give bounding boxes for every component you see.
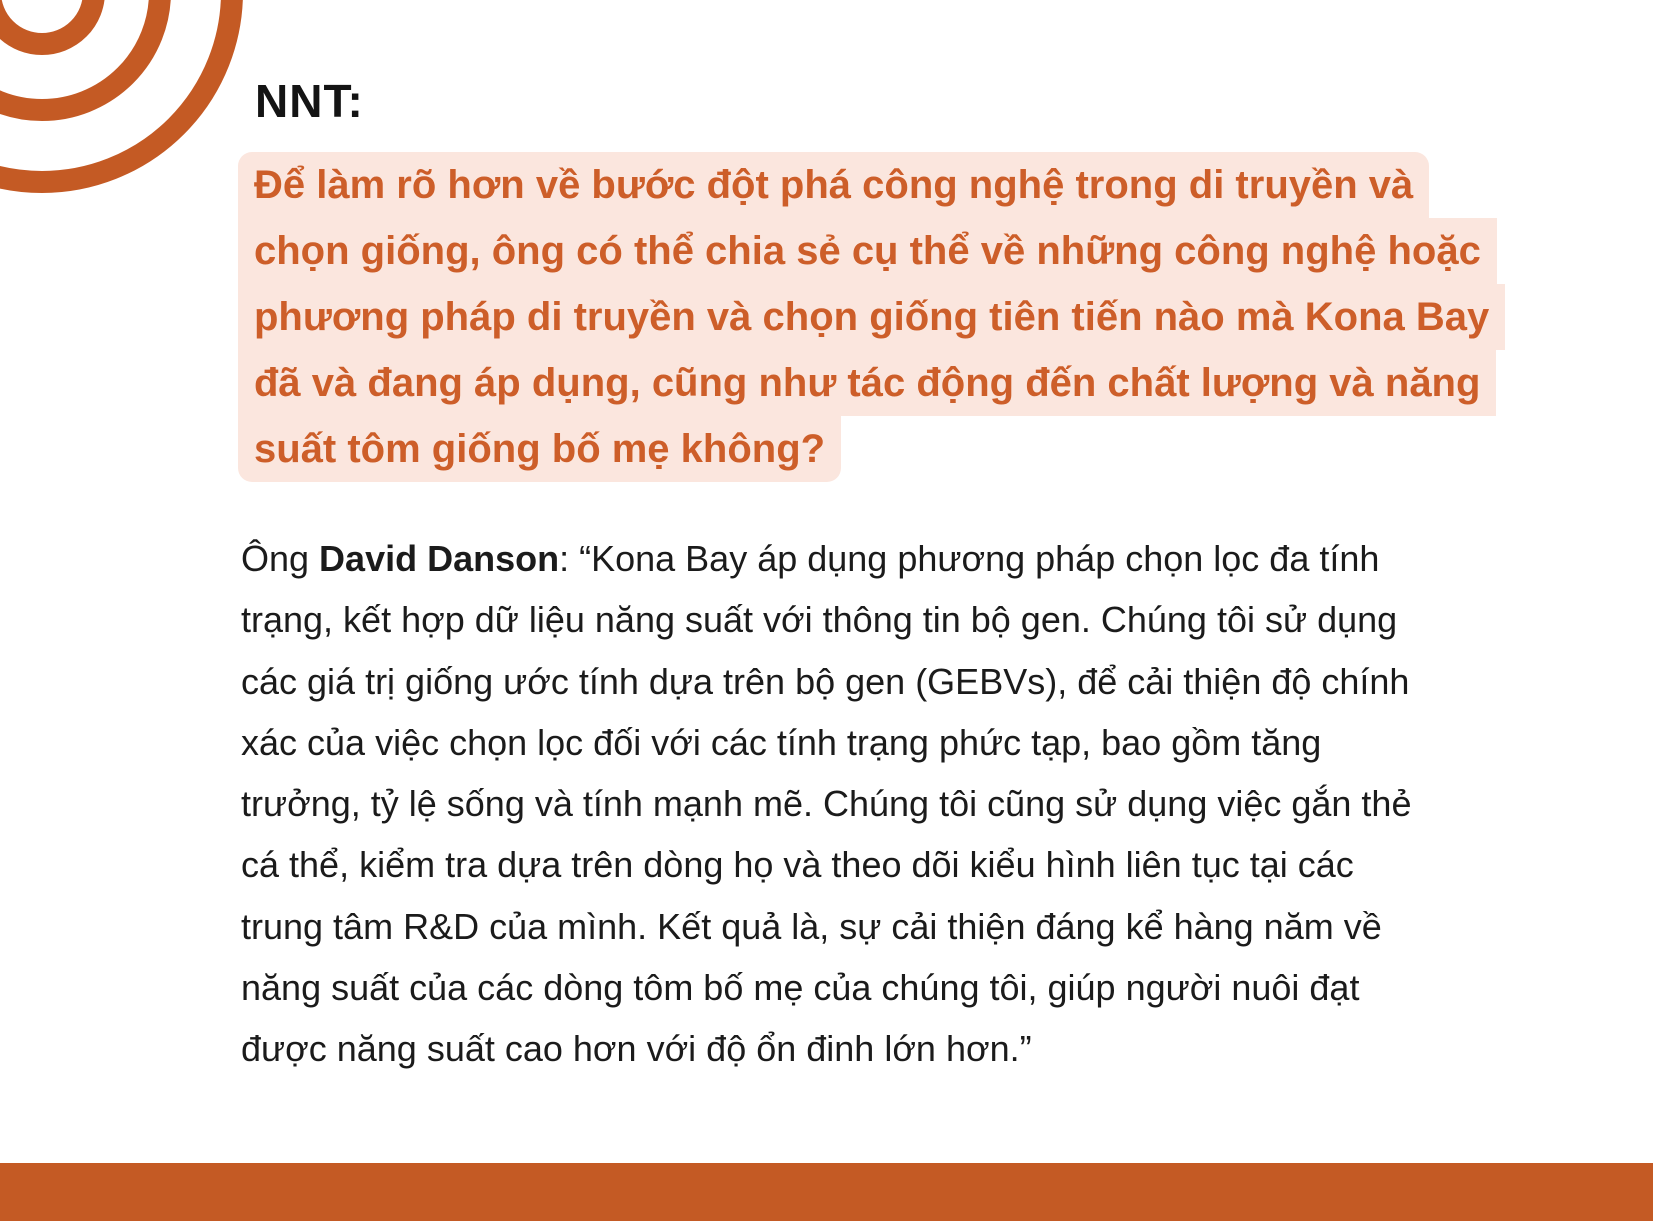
answer-line: năng suất của các dòng tôm bố mẹ của chúng tôi, giúp người nuôi đạt — [241, 967, 1360, 1009]
question-line: đã và đang áp dụng, cũng như tác động đến chất lượng và năng — [238, 350, 1496, 416]
interviewer-label: NNT: — [255, 75, 364, 127]
answer-speaker-name: David Danson — [319, 538, 560, 579]
answer-line: trưởng, tỷ lệ sống và tính mạnh mẽ. Chúng tôi cũng sử dụng việc gắn thẻ — [241, 783, 1412, 825]
answer-prefix: Ông — [241, 538, 320, 579]
answer-line: xác của việc chọn lọc đối với các tính trạng phức tạp, bao gồm tăng — [241, 721, 1322, 763]
answer-line: được năng suất cao hơn với độ ổn đinh lớn hơn.” — [241, 1028, 1032, 1070]
concentric-arcs-icon — [0, 0, 260, 210]
answer-line: các giá trị giống ước tính dựa trên bộ gen (GEBVs), để cải thiện độ chính — [241, 660, 1410, 702]
question-line: phương pháp di truyền và chọn giống tiên tiến nào mà Kona Bay — [238, 284, 1505, 350]
question-line: suất tôm giống bố mẹ không? — [238, 416, 841, 482]
answer-first-line-text: : “Kona Bay áp dụng phương pháp chọn lọc đa tính — [559, 538, 1380, 579]
footer-accent-bar — [0, 1163, 1653, 1221]
interview-answer — [241, 528, 1541, 1080]
question-line: chọn giống, ông có thể chia sẻ cụ thể về những công nghệ hoặc — [238, 218, 1497, 284]
answer-line: trung tâm R&D của mình. Kết quả là, sự cải thiện đáng kể hàng năm về — [241, 905, 1382, 947]
answer-line: cá thể, kiểm tra dựa trên dòng họ và theo dõi kiểu hình liên tục tại các — [241, 844, 1354, 886]
answer-first-line — [241, 528, 1541, 589]
question-line: Để làm rõ hơn về bước đột phá công nghệ trong di truyền và — [238, 152, 1429, 218]
interview-question — [238, 152, 1558, 482]
answer-line: trạng, kết hợp dữ liệu năng suất với thông tin bộ gen. Chúng tôi sử dụng — [241, 599, 1398, 641]
